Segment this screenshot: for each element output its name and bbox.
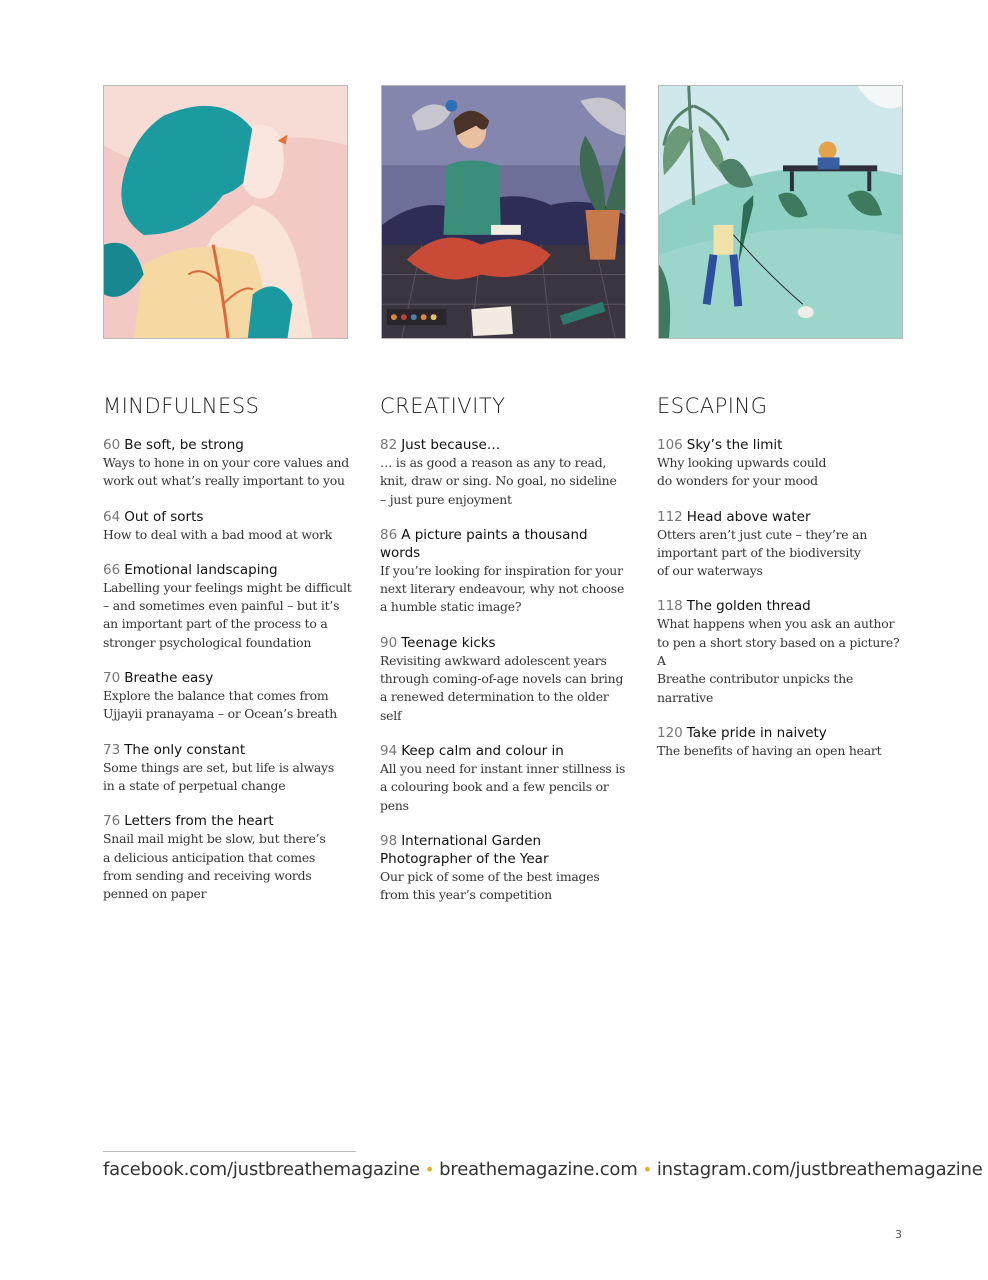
section-title: CREATIVITY [380, 394, 506, 418]
entry-title: Emotional landscaping [124, 561, 278, 578]
separator-dot: • [642, 1160, 652, 1179]
page-number: 73 [103, 741, 121, 758]
escaping-illustration [658, 85, 903, 339]
toc-entry[interactable] [380, 832, 630, 905]
page-number: 120 [657, 724, 683, 741]
entry-heading [380, 832, 630, 868]
entry-title: Teenage kicks [401, 634, 496, 651]
entry-title: The golden thread [686, 598, 811, 615]
mindfulness-illustration [103, 85, 348, 339]
entry-description: Our pick of some of the best images from this year’s competition [380, 868, 600, 903]
toc-entry[interactable] [380, 742, 630, 815]
entry-title: Just because… [401, 437, 501, 453]
page-number: 112 [657, 508, 683, 525]
toc-entry[interactable] [103, 669, 353, 724]
entry-description: Revisiting awkward adolescent years through coming-of-age novels can bring a renewed determination to the older self [380, 652, 624, 723]
toc-entry[interactable] [103, 508, 353, 544]
toc-entry[interactable] [380, 436, 630, 509]
entry-heading [657, 724, 907, 742]
toc-entry[interactable] [103, 436, 353, 491]
entry-title: Keep calm and colour in [401, 742, 564, 759]
entry-description: What happens when you ask an author to pen a short story based on a picture? A Breathe contributor unpicks the narrative [657, 616, 900, 705]
page-number: 90 [380, 634, 398, 651]
entry-heading [103, 508, 353, 526]
toc-entry[interactable] [657, 724, 907, 760]
page-number: 70 [103, 670, 121, 687]
entry-description: Explore the balance that comes from Ujjayii pranayama – or Ocean’s breath [103, 688, 338, 722]
separator-dot: • [424, 1160, 435, 1179]
entry-title: Be soft, be strong [124, 437, 244, 453]
entry-heading [103, 436, 353, 454]
page-folio: 3 [895, 1228, 902, 1241]
toc-entry[interactable] [657, 508, 907, 581]
entry-title: Take pride in naivety [686, 724, 827, 741]
entry-description: Ways to hone in on your core values and work out what’s really important to you [103, 455, 350, 489]
entry-title: International Garden Photographer of the Year [380, 832, 549, 867]
toc-entry[interactable] [657, 436, 907, 491]
entry-description: Labelling your feelings might be difficult – and sometimes even painful – but it’s an important part of the process to a stronger psychological foundation [103, 579, 352, 650]
page-number: 118 [657, 598, 683, 615]
entry-title: The only constant [124, 741, 246, 758]
toc-entry[interactable] [657, 597, 907, 706]
entry-title: Head above water [686, 508, 811, 525]
entry-title: Breathe easy [124, 670, 214, 687]
entry-description: Otters aren’t just cute – they’re an important part of the biodiversity of our waterways [657, 526, 868, 579]
entry-description: The benefits of having an open heart [657, 742, 882, 758]
toc-entry[interactable] [103, 561, 353, 652]
entry-heading [103, 812, 353, 830]
entry-heading [380, 634, 630, 652]
entry-heading [657, 597, 907, 615]
page-number: 98 [380, 832, 398, 849]
page-number: 66 [103, 561, 121, 578]
section-creativity [380, 393, 630, 921]
entry-description: If you’re looking for inspiration for your next literary endeavour, why not choose a humble static image? [380, 562, 625, 615]
facebook-link[interactable]: facebook.com/justbreathemagazine [103, 1159, 420, 1180]
instagram-link[interactable]: instagram.com/justbreathemagazine [656, 1159, 983, 1180]
entry-title: Sky’s the limit [686, 437, 783, 453]
entry-description: Some things are set, but life is always in a state of perpetual change [103, 759, 335, 793]
website-link[interactable]: breathemagazine.com [439, 1159, 638, 1180]
footer-links [103, 1159, 983, 1180]
entry-heading [103, 669, 353, 687]
entry-description: All you need for instant inner stillness is a colouring book and a few pencils or pens [380, 760, 626, 813]
entry-heading [380, 742, 630, 760]
entry-heading [657, 436, 907, 454]
entry-description: Snail mail might be slow, but there’s a delicious anticipation that comes from sending and receiving words penned on paper [103, 831, 326, 902]
entry-heading [380, 526, 630, 562]
toc-entry[interactable] [380, 526, 630, 617]
entry-description: Why looking upwards could do wonders for your mood [657, 455, 827, 489]
page-number: 76 [103, 813, 121, 830]
page-number: 106 [657, 437, 683, 453]
entry-heading [657, 508, 907, 526]
entry-title: Letters from the heart [124, 813, 274, 830]
entry-description: How to deal with a bad mood at work [103, 526, 333, 542]
section-title: ESCAPING [657, 394, 768, 418]
creativity-illustration [381, 85, 626, 339]
toc-entry[interactable] [103, 741, 353, 796]
footer-divider [103, 1151, 356, 1152]
page-number: 64 [103, 508, 121, 525]
entry-heading [380, 436, 630, 454]
toc-entry[interactable] [380, 634, 630, 725]
page-number: 94 [380, 742, 398, 759]
entry-title: Out of sorts [124, 508, 204, 525]
section-escaping [657, 393, 907, 777]
toc-entry[interactable] [103, 812, 353, 903]
entry-description: … is as good a reason as any to read, knit, draw or sing. No goal, no sideline – just pure enjoyment [380, 455, 617, 507]
section-mindfulness [103, 393, 353, 920]
entry-heading [103, 561, 353, 579]
page-number: 60 [103, 437, 121, 453]
page-number: 82 [380, 437, 398, 453]
entry-title: A picture paints a thousand words [380, 526, 588, 561]
page-number: 86 [380, 526, 398, 543]
section-title: MINDFULNESS [103, 394, 260, 418]
entry-heading [103, 741, 353, 759]
